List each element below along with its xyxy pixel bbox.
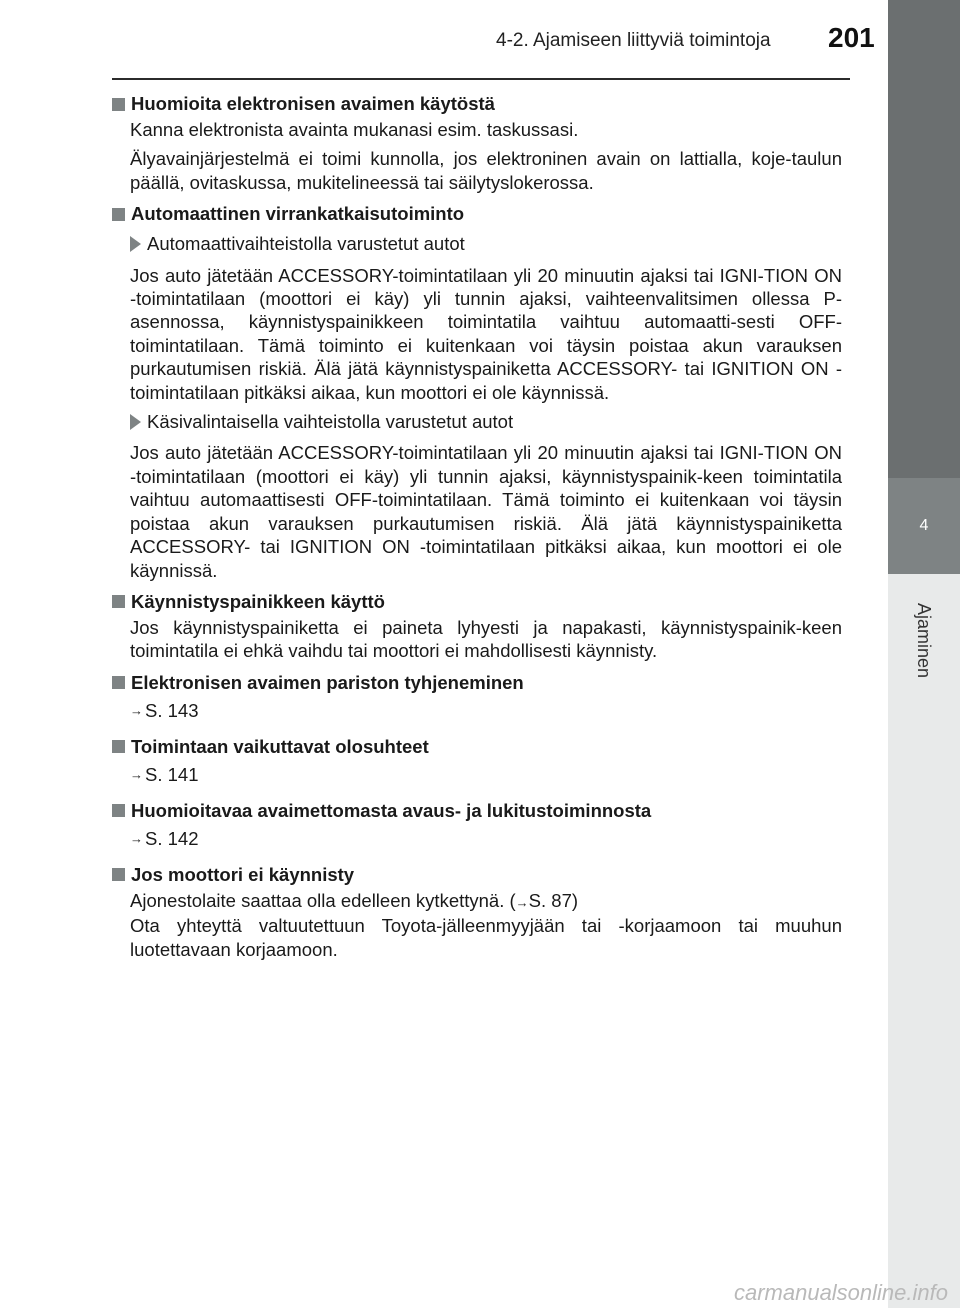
page-content (112, 90, 842, 967)
side-tab-top-band (888, 0, 960, 478)
section-title: Jos moottori ei käynnisty (131, 863, 355, 885)
paragraph: Kanna elektronista avainta mukanasi esim. taskussasi. (130, 119, 579, 140)
section-key-usage (112, 90, 842, 194)
gray-square-icon (112, 208, 125, 221)
paragraph: Ota yhteyttä valtuutettuun Toyota-jälleenmyyjään tai -korjaamoon tai muuhun luotettavaan korjaamoon. (130, 915, 842, 960)
reference-text: S. 141 (145, 763, 199, 785)
section-heading (112, 861, 842, 889)
section-title: Huomioita elektronisen avaimen käytöstä (131, 93, 495, 114)
page-reference-link[interactable] (130, 763, 842, 787)
gray-square-icon (112, 595, 125, 608)
paragraph: Jos auto jätetään ACCESSORY-toimintatilaan yli 20 minuutin ajaksi tai IGNI-TION ON -toimintatilaan (moottori ei käy) yli tunnin ajaksi, vaihteenvalitsimen ollessa P-asennossa, käynnistyspainikkeen toimintatila vaihtuu automaatti-sesti OFF-toimintatilaan. Tämä toiminto ei kuitenkaan voi täysin poistaa akun varauksen purkautumisen riskiä. Älä jätä käynnistyspainiketta ACCESSORY- tai IGNITION ON -toimintatilaan pitkäksi aikaa, kun moottori ei ole käynnissä. (130, 264, 842, 403)
paragraph: Jos käynnistyspainiketta ei paineta lyhyesti ja napakasti, käynnistyspainik-keen toimintatila ei ehkä vaihdu tai moottori ei mahdollisesti käynnisty. (130, 616, 842, 662)
page-reference-link[interactable]: S. 87) (528, 889, 579, 911)
page-reference-link[interactable] (130, 699, 842, 723)
section-title: Käynnistyspainikkeen käyttö (131, 590, 385, 612)
section-heading (112, 733, 842, 761)
gray-triangle-icon (130, 414, 141, 430)
gray-triangle-icon (130, 236, 141, 252)
section-operating-conditions (112, 733, 842, 787)
section-battery-depletion (112, 669, 842, 723)
reference-text: S. 143 (145, 699, 199, 721)
header-section-title: 4-2. Ajamiseen liittyviä toimintoja (496, 30, 771, 51)
right-arrow-icon: → (130, 702, 143, 718)
section-heading (112, 200, 842, 228)
right-arrow-icon: → (130, 830, 143, 846)
section-title: Automaattinen virrankatkaisutoiminto (131, 203, 465, 225)
section-title: Toimintaan vaikuttavat olosuhteet (131, 735, 429, 757)
section-engine-wont-start (112, 861, 842, 961)
sub-heading (130, 232, 842, 255)
chapter-number-tab: 4 (888, 478, 960, 574)
gray-square-icon (112, 804, 125, 817)
sub-heading (130, 410, 842, 433)
sub-heading-title: Automaattivaihteistolla varustetut autot (147, 233, 465, 255)
chapter-label-tab (888, 580, 960, 700)
section-auto-power-off (112, 200, 842, 582)
section-start-button-usage (112, 588, 842, 663)
paragraph (130, 889, 842, 914)
paragraph: Jos auto jätetään ACCESSORY-toimintatilaan yli 20 minuutin ajaksi tai IGNI-TION ON -toimintatilaan (moottori ei käy) yli tunnin ajaksi, käynnistyspainik-keen toimintatila vaihtuu automaattisesti OFF-toimintatilaan. Tämä toiminto ei kuitenkaan voi täysin poistaa akun varauksen purkautumisen riskiä. Älä jätä käynnistyspainiketta ACCESSORY- tai IGNITION ON -toimintatilaan pitkäksi aikaa, kun moottori ei ole käynnissä. (130, 442, 842, 581)
section-title: Huomioitavaa avaimettomasta avaus- ja lukitustoiminnosta (131, 799, 652, 821)
right-arrow-icon: → (130, 766, 143, 782)
gray-square-icon (112, 868, 125, 881)
paragraph: Älyavainjärjestelmä ei toimi kunnolla, jos elektroninen avain on lattialla, koje-taulun päällä, ovitaskussa, mukitelineessä tai säilytyslokerossa. (130, 148, 842, 193)
page-reference-link[interactable] (130, 827, 842, 851)
section-title: Elektronisen avaimen pariston tyhjeneminen (131, 671, 524, 693)
right-arrow-icon: → (515, 894, 529, 910)
section-keyless-entry-notes (112, 797, 842, 851)
section-heading (112, 669, 842, 697)
gray-square-icon (112, 740, 125, 753)
section-heading (112, 797, 842, 825)
chapter-label: Ajaminen (914, 602, 935, 678)
sub-heading-title: Käsivalintaisella vaihteistolla varustetut autot (147, 411, 514, 433)
gray-square-icon (112, 98, 125, 111)
section-heading (112, 90, 842, 118)
section-heading (112, 588, 842, 616)
header-divider (112, 78, 850, 80)
reference-text: S. 142 (145, 827, 199, 849)
watermark: carmanualsonline.info (733, 1280, 948, 1305)
paragraph-text: Ajonestolaite saattaa olla edelleen kytkettynä. ( (130, 889, 516, 911)
gray-square-icon (112, 676, 125, 689)
page-number: 201 (828, 22, 875, 53)
